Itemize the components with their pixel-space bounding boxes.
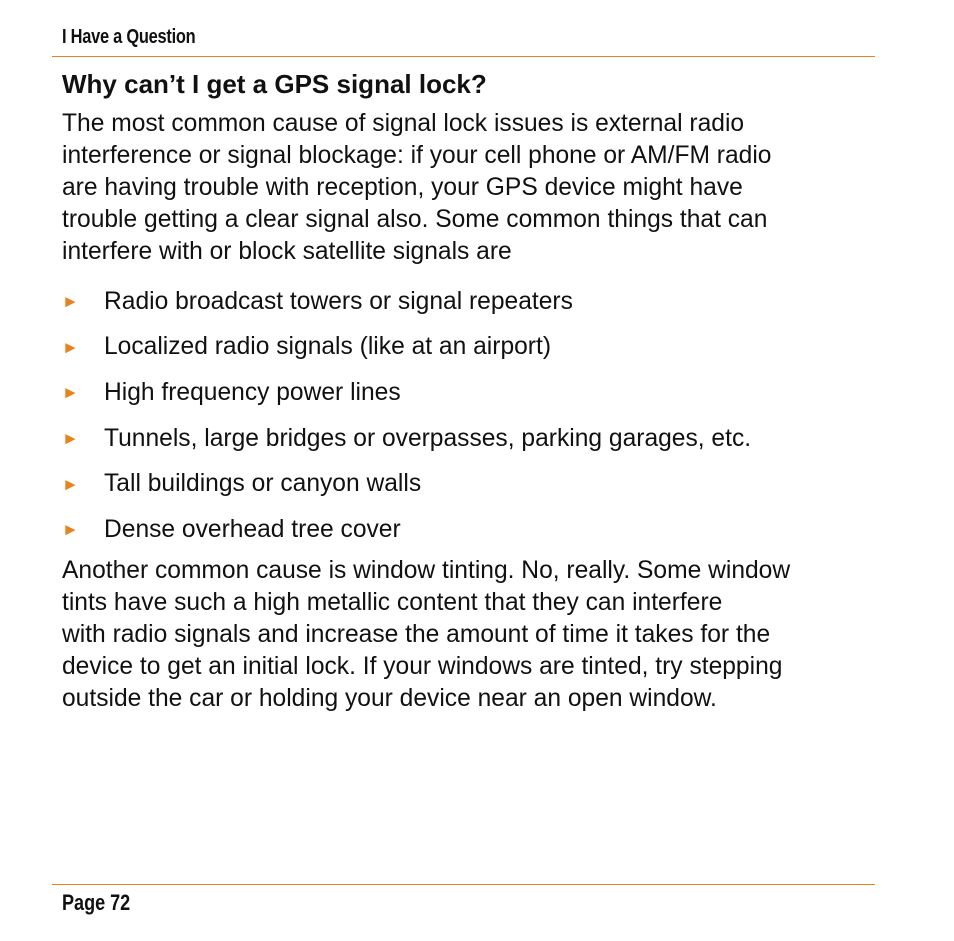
interference-list [62, 279, 751, 553]
list-item [62, 325, 751, 371]
outro-paragraph [62, 555, 862, 715]
list-item-text: Dense overhead tree cover [104, 515, 401, 543]
list-item [62, 370, 751, 416]
list-item-text: Radio broadcast towers or signal repeaters [104, 287, 573, 315]
list-item-text: Tall buildings or canyon walls [104, 470, 422, 498]
orange-triangle-arrow-icon: ► [62, 429, 79, 449]
intro-line: trouble getting a clear signal also. Some common things that can [62, 206, 768, 233]
list-item [62, 279, 751, 325]
list-item-text: High frequency power lines [104, 378, 401, 406]
outro-line: device to get an initial lock. If your windows are tinted, try stepping [62, 653, 783, 680]
intro-line: are having trouble with reception, your GPS device might have [62, 174, 743, 201]
outro-line: with radio signals and increase the amount of time it takes for the [62, 621, 771, 648]
page-number: Page 72 [62, 890, 131, 915]
orange-triangle-arrow-icon: ► [62, 292, 79, 312]
orange-triangle-arrow-icon: ► [62, 520, 79, 540]
intro-line: interfere with or block satellite signals are [62, 238, 512, 265]
intro-line: interference or signal blockage: if your cell phone or AM/FM radio [62, 142, 772, 169]
list-item [62, 416, 751, 462]
intro-line: The most common cause of signal lock issues is external radio [62, 110, 745, 137]
list-item [62, 461, 751, 507]
orange-triangle-arrow-icon: ► [62, 337, 79, 357]
footer-divider [52, 884, 875, 885]
outro-line: tints have such a high metallic content that they can interfere [62, 589, 723, 616]
outro-line: Another common cause is window tinting. No, really. Some window [62, 557, 791, 584]
header-divider [52, 56, 875, 57]
orange-triangle-arrow-icon: ► [62, 474, 79, 494]
question-heading: Why can’t I get a GPS signal lock? [62, 69, 487, 99]
list-item-text: Localized radio signals (like at an airport) [104, 333, 552, 361]
intro-paragraph [62, 108, 862, 268]
list-item-text: Tunnels, large bridges or overpasses, parking garages, etc. [104, 424, 752, 452]
section-header: I Have a Question [62, 26, 196, 48]
list-item [62, 507, 751, 553]
outro-line: outside the car or holding your device near an open window. [62, 685, 717, 712]
orange-triangle-arrow-icon: ► [62, 383, 79, 403]
